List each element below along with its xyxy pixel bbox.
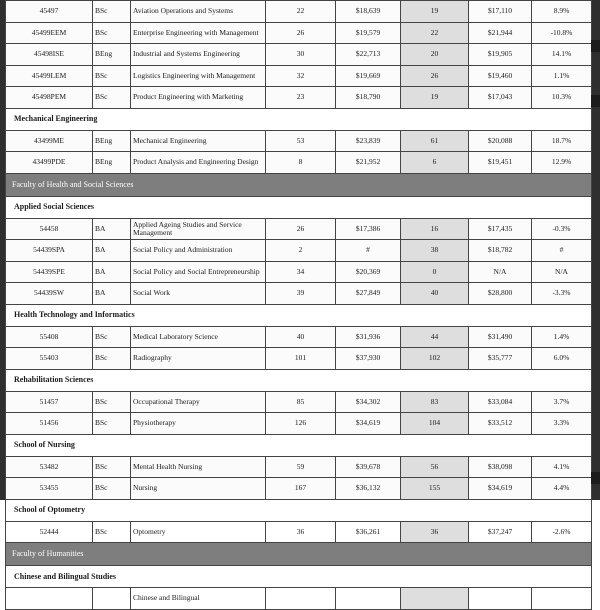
table-body bbox=[6, 1, 592, 610]
programme-code: 55403 bbox=[6, 348, 93, 370]
department-heading-row bbox=[6, 499, 592, 521]
department-heading-row bbox=[6, 108, 592, 130]
salary-change-percent: 14.1% bbox=[532, 44, 592, 66]
programme-name: Product Analysis and Engineering Design bbox=[131, 152, 266, 174]
faculty-heading: Faculty of Health and Social Sciences bbox=[6, 173, 592, 196]
respondents-current: 40 bbox=[266, 326, 336, 348]
award-type: BSc bbox=[93, 65, 131, 87]
respondents-current: 167 bbox=[266, 478, 336, 500]
programme-code: 51457 bbox=[6, 391, 93, 413]
department-heading: Applied Social Sciences bbox=[6, 196, 592, 218]
respondents-current: 126 bbox=[266, 413, 336, 435]
salary-change-percent: 8.9% bbox=[532, 1, 592, 23]
table-row bbox=[6, 240, 592, 262]
programme-name: Nursing bbox=[131, 478, 266, 500]
document-sheet bbox=[5, 0, 591, 603]
award-type: BEng bbox=[93, 130, 131, 152]
award-type: BA bbox=[93, 283, 131, 305]
salary-change-percent bbox=[532, 588, 592, 610]
faculty-heading-row bbox=[6, 543, 592, 566]
respondents-current: 85 bbox=[266, 391, 336, 413]
department-heading-row bbox=[6, 196, 592, 218]
salary-change-percent: 3.7% bbox=[532, 391, 592, 413]
respondents-current: 2 bbox=[266, 240, 336, 262]
programme-code: 54458 bbox=[6, 218, 93, 240]
table-row bbox=[6, 588, 592, 610]
salary-current: $17,386 bbox=[336, 218, 401, 240]
award-type: BSc bbox=[93, 391, 131, 413]
respondents-previous: 19 bbox=[401, 87, 469, 109]
respondents-previous: 16 bbox=[401, 218, 469, 240]
programme-name: Applied Ageing Studies and Service Management bbox=[131, 218, 266, 240]
salary-survey-table bbox=[5, 0, 592, 610]
salary-current: $18,639 bbox=[336, 1, 401, 23]
salary-change-percent: -10.8% bbox=[532, 22, 592, 44]
salary-previous bbox=[469, 588, 532, 610]
respondents-previous: 83 bbox=[401, 391, 469, 413]
respondents-previous: 36 bbox=[401, 521, 469, 543]
respondents-previous: 0 bbox=[401, 261, 469, 283]
salary-previous: $19,460 bbox=[469, 65, 532, 87]
respondents-previous: 19 bbox=[401, 1, 469, 23]
table-row bbox=[6, 478, 592, 500]
respondents-previous: 44 bbox=[401, 326, 469, 348]
programme-name: Radiography bbox=[131, 348, 266, 370]
respondents-previous: 61 bbox=[401, 130, 469, 152]
salary-previous: $31,490 bbox=[469, 326, 532, 348]
programme-name: Mental Health Nursing bbox=[131, 456, 266, 478]
respondents-current: 39 bbox=[266, 283, 336, 305]
programme-name: Chinese and Bilingual bbox=[131, 588, 266, 610]
programme-code: 45499EEM bbox=[6, 22, 93, 44]
programme-name: Mechanical Engineering bbox=[131, 130, 266, 152]
salary-current: $19,579 bbox=[336, 22, 401, 44]
salary-previous: $20,088 bbox=[469, 130, 532, 152]
salary-current bbox=[336, 588, 401, 610]
respondents-current: 26 bbox=[266, 218, 336, 240]
programme-code: 52444 bbox=[6, 521, 93, 543]
respondents-current: 8 bbox=[266, 152, 336, 174]
department-heading: Chinese and Bilingual Studies bbox=[6, 566, 592, 588]
salary-change-percent: 3.3% bbox=[532, 413, 592, 435]
table-row bbox=[6, 1, 592, 23]
programme-code: 54439SPE bbox=[6, 261, 93, 283]
respondents-current: 101 bbox=[266, 348, 336, 370]
salary-current: $20,369 bbox=[336, 261, 401, 283]
salary-previous: N/A bbox=[469, 261, 532, 283]
salary-change-percent: # bbox=[532, 240, 592, 262]
programme-name: Logistics Engineering with Management bbox=[131, 65, 266, 87]
salary-previous: $19,451 bbox=[469, 152, 532, 174]
programme-name: Social Work bbox=[131, 283, 266, 305]
salary-change-percent: 6.0% bbox=[532, 348, 592, 370]
programme-name: Social Policy and Social Entrepreneurship bbox=[131, 261, 266, 283]
programme-name: Aviation Operations and Systems bbox=[131, 1, 266, 23]
award-type: BEng bbox=[93, 152, 131, 174]
table-row bbox=[6, 391, 592, 413]
programme-name: Enterprise Engineering with Management bbox=[131, 22, 266, 44]
salary-previous: $19,905 bbox=[469, 44, 532, 66]
respondents-previous bbox=[401, 588, 469, 610]
salary-current: $19,669 bbox=[336, 65, 401, 87]
programme-name: Optometry bbox=[131, 521, 266, 543]
award-type: BSc bbox=[93, 478, 131, 500]
salary-change-percent: 1.1% bbox=[532, 65, 592, 87]
salary-previous: $38,098 bbox=[469, 456, 532, 478]
respondents-previous: 56 bbox=[401, 456, 469, 478]
salary-current: $37,930 bbox=[336, 348, 401, 370]
salary-previous: $17,110 bbox=[469, 1, 532, 23]
respondents-previous: 22 bbox=[401, 22, 469, 44]
salary-change-percent: 12.9% bbox=[532, 152, 592, 174]
award-type: BSc bbox=[93, 521, 131, 543]
respondents-previous: 104 bbox=[401, 413, 469, 435]
respondents-current bbox=[266, 588, 336, 610]
scan-edge-mark bbox=[591, 40, 600, 52]
programme-name: Industrial and Systems Engineering bbox=[131, 44, 266, 66]
table-row bbox=[6, 348, 592, 370]
table-row bbox=[6, 218, 592, 240]
respondents-current: 26 bbox=[266, 22, 336, 44]
salary-current: $36,132 bbox=[336, 478, 401, 500]
respondents-current: 30 bbox=[266, 44, 336, 66]
salary-current: # bbox=[336, 240, 401, 262]
award-type: BA bbox=[93, 240, 131, 262]
salary-change-percent: 10.3% bbox=[532, 87, 592, 109]
respondents-current: 32 bbox=[266, 65, 336, 87]
programme-code: 43499PDE bbox=[6, 152, 93, 174]
programme-code: 54439SW bbox=[6, 283, 93, 305]
salary-current: $34,302 bbox=[336, 391, 401, 413]
salary-current: $39,678 bbox=[336, 456, 401, 478]
salary-previous: $35,777 bbox=[469, 348, 532, 370]
programme-code: 45497 bbox=[6, 1, 93, 23]
respondents-previous: 40 bbox=[401, 283, 469, 305]
respondents-previous: 20 bbox=[401, 44, 469, 66]
salary-change-percent: 4.1% bbox=[532, 456, 592, 478]
salary-change-percent: -2.6% bbox=[532, 521, 592, 543]
programme-code bbox=[6, 588, 93, 610]
salary-previous: $21,944 bbox=[469, 22, 532, 44]
respondents-current: 23 bbox=[266, 87, 336, 109]
salary-current: $21,952 bbox=[336, 152, 401, 174]
department-heading: Mechanical Engineering bbox=[6, 108, 592, 130]
programme-code: 53482 bbox=[6, 456, 93, 478]
department-heading-row bbox=[6, 566, 592, 588]
salary-previous: $17,043 bbox=[469, 87, 532, 109]
department-heading: School of Nursing bbox=[6, 434, 592, 456]
award-type: BSc bbox=[93, 326, 131, 348]
respondents-current: 53 bbox=[266, 130, 336, 152]
salary-current: $36,261 bbox=[336, 521, 401, 543]
table-row bbox=[6, 44, 592, 66]
table-row bbox=[6, 283, 592, 305]
table-row bbox=[6, 65, 592, 87]
salary-change-percent: -3.3% bbox=[532, 283, 592, 305]
programme-code: 55408 bbox=[6, 326, 93, 348]
scan-edge-mark bbox=[591, 472, 600, 484]
award-type: BSc bbox=[93, 22, 131, 44]
programme-code: 45498ISE bbox=[6, 44, 93, 66]
programme-name: Social Policy and Administration bbox=[131, 240, 266, 262]
award-type: BSc bbox=[93, 87, 131, 109]
table-row bbox=[6, 521, 592, 543]
programme-code: 53455 bbox=[6, 478, 93, 500]
table-row bbox=[6, 326, 592, 348]
table-row bbox=[6, 130, 592, 152]
table-row bbox=[6, 22, 592, 44]
award-type: BSc bbox=[93, 456, 131, 478]
salary-change-percent: 1.4% bbox=[532, 326, 592, 348]
respondents-current: 34 bbox=[266, 261, 336, 283]
award-type: BA bbox=[93, 218, 131, 240]
table-row bbox=[6, 456, 592, 478]
table-row bbox=[6, 87, 592, 109]
award-type: BSc bbox=[93, 413, 131, 435]
award-type bbox=[93, 588, 131, 610]
programme-code: 54439SPA bbox=[6, 240, 93, 262]
salary-current: $31,936 bbox=[336, 326, 401, 348]
respondents-previous: 38 bbox=[401, 240, 469, 262]
salary-current: $34,619 bbox=[336, 413, 401, 435]
salary-current: $23,839 bbox=[336, 130, 401, 152]
salary-current: $22,713 bbox=[336, 44, 401, 66]
faculty-heading: Faculty of Humanities bbox=[6, 543, 592, 566]
salary-current: $27,849 bbox=[336, 283, 401, 305]
department-heading-row bbox=[6, 369, 592, 391]
respondents-previous: 102 bbox=[401, 348, 469, 370]
table-row bbox=[6, 413, 592, 435]
programme-code: 45499LEM bbox=[6, 65, 93, 87]
salary-current: $18,790 bbox=[336, 87, 401, 109]
award-type: BEng bbox=[93, 44, 131, 66]
respondents-previous: 155 bbox=[401, 478, 469, 500]
department-heading-row bbox=[6, 434, 592, 456]
salary-previous: $37,247 bbox=[469, 521, 532, 543]
salary-previous: $17,435 bbox=[469, 218, 532, 240]
respondents-previous: 6 bbox=[401, 152, 469, 174]
programme-code: 45498PEM bbox=[6, 87, 93, 109]
programme-name: Occupational Therapy bbox=[131, 391, 266, 413]
respondents-current: 59 bbox=[266, 456, 336, 478]
programme-name: Product Engineering with Marketing bbox=[131, 87, 266, 109]
respondents-previous: 26 bbox=[401, 65, 469, 87]
department-heading: School of Optometry bbox=[6, 499, 592, 521]
table-row bbox=[6, 152, 592, 174]
faculty-heading-row bbox=[6, 173, 592, 196]
salary-change-percent: N/A bbox=[532, 261, 592, 283]
department-heading: Rehabilitation Sciences bbox=[6, 369, 592, 391]
salary-previous: $33,512 bbox=[469, 413, 532, 435]
salary-change-percent: -0.3% bbox=[532, 218, 592, 240]
programme-name: Medical Laboratory Science bbox=[131, 326, 266, 348]
salary-previous: $18,782 bbox=[469, 240, 532, 262]
respondents-current: 36 bbox=[266, 521, 336, 543]
award-type: BA bbox=[93, 261, 131, 283]
salary-previous: $33,084 bbox=[469, 391, 532, 413]
programme-code: 43499ME bbox=[6, 130, 93, 152]
respondents-current: 22 bbox=[266, 1, 336, 23]
department-heading-row bbox=[6, 304, 592, 326]
department-heading: Health Technology and Informatics bbox=[6, 304, 592, 326]
award-type: BSc bbox=[93, 1, 131, 23]
table-row bbox=[6, 261, 592, 283]
salary-previous: $34,619 bbox=[469, 478, 532, 500]
programme-code: 51456 bbox=[6, 413, 93, 435]
programme-name: Physiotherapy bbox=[131, 413, 266, 435]
salary-change-percent: 4.4% bbox=[532, 478, 592, 500]
salary-previous: $28,800 bbox=[469, 283, 532, 305]
award-type: BSc bbox=[93, 348, 131, 370]
salary-change-percent: 18.7% bbox=[532, 130, 592, 152]
scan-edge-mark bbox=[591, 95, 600, 107]
